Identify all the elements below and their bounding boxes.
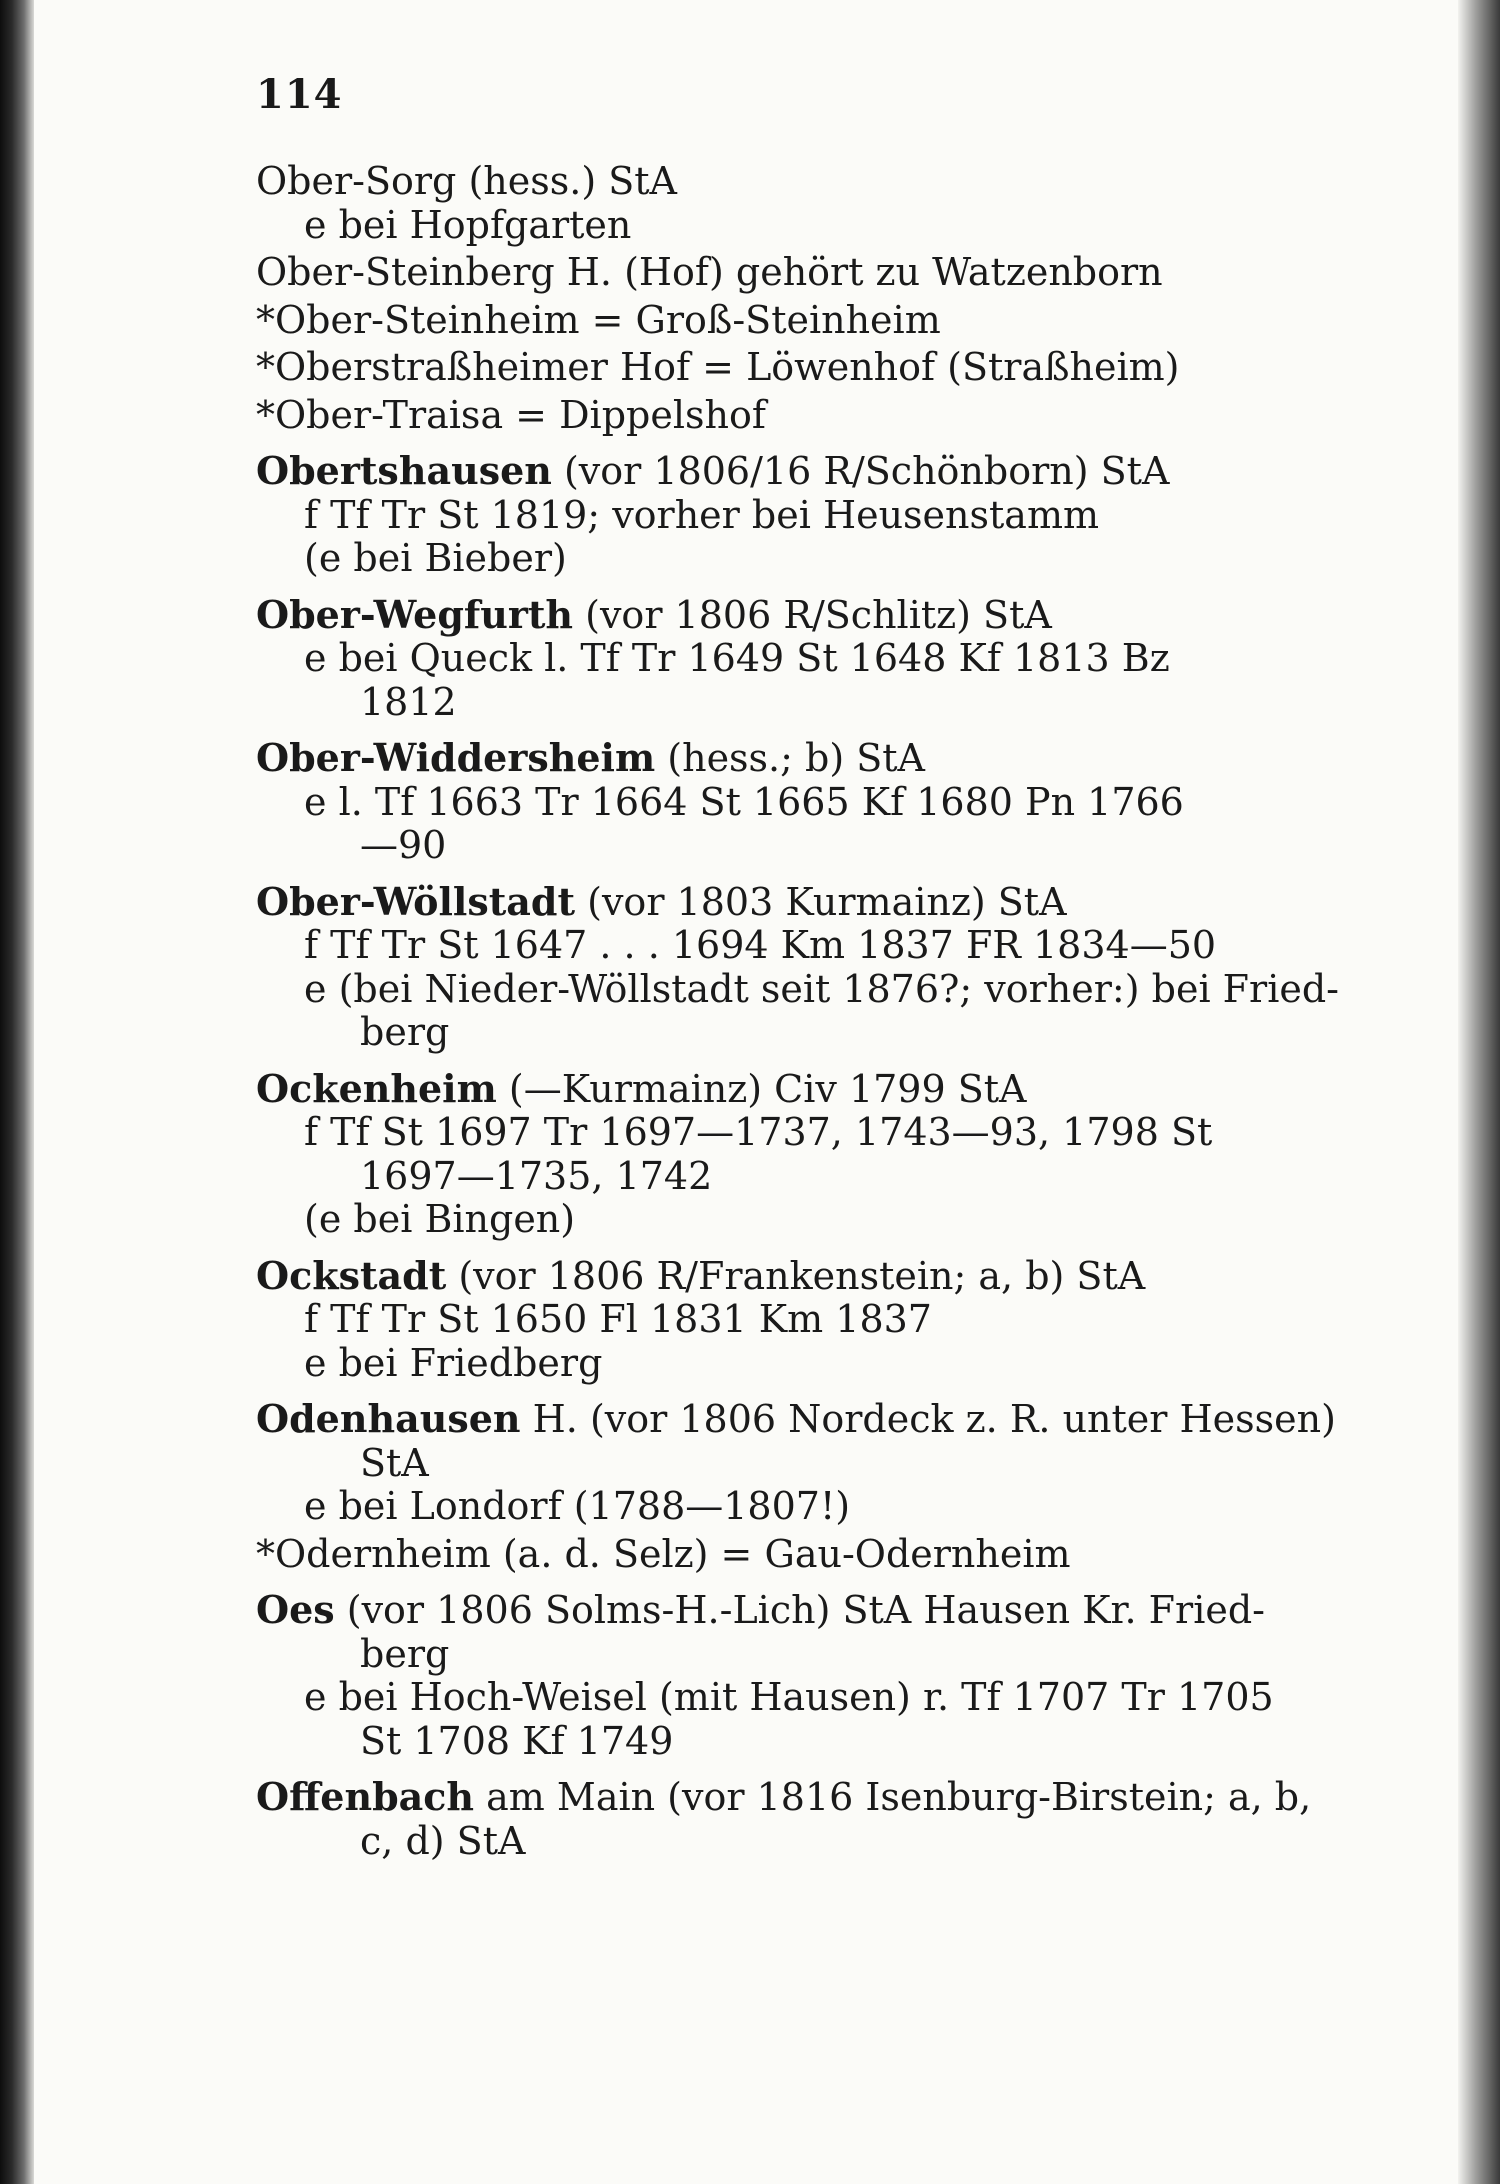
entry-oes <box>256 1588 1336 1763</box>
entry-subline: (e bei Bieber) <box>304 536 567 580</box>
entry-head-line <box>256 1254 1336 1299</box>
entry-reference: *Oberstraßheimer Hof = Löwenhof (Straßheim) <box>256 345 1180 389</box>
entry-subline: e bei Londorf (1788—1807!) <box>304 1484 851 1528</box>
entry-subline-continued: St 1708 Kf 1749 <box>360 1718 674 1763</box>
entry-headword: Ockstadt <box>256 1252 447 1298</box>
entry-head-line <box>256 1775 1336 1820</box>
entry-subline-continued: StA <box>360 1440 429 1485</box>
entry-ober-woellstadt <box>256 878 1340 1055</box>
entry-head-line <box>256 160 1336 204</box>
entry-subline: f Tf Tr St 1650 Fl 1831 Km 1837 <box>304 1297 932 1341</box>
entry-reference: Ober-Steinberg H. (Hof) gehört zu Watzenborn <box>256 250 1163 294</box>
entry-offenbach <box>256 1775 1336 1863</box>
entry-details: H. (vor 1806 Nordeck z. R. unter Hessen) <box>520 1397 1336 1441</box>
entry-headword: Ober-Wöllstadt <box>256 878 576 924</box>
entry-headword: Ockenheim <box>256 1065 497 1111</box>
gazetteer-entries <box>256 159 1340 1863</box>
entry-subline: (e bei Bingen) <box>304 1197 576 1241</box>
entry-subline-continued: 1697—1735, 1742 <box>360 1153 713 1198</box>
entry-subline: e bei Hopfgarten <box>304 202 632 247</box>
entry-reference: *Odernheim (a. d. Selz) = Gau-Odernheim <box>256 1531 1071 1576</box>
entry-details: (vor 1806/16 R/Schönborn) StA <box>551 449 1170 493</box>
entry-subline: f Tf St 1697 Tr 1697—1737, 1743—93, 1798 St <box>304 1110 1213 1154</box>
entry-headword: Obertshausen <box>256 448 552 493</box>
entry-ober-sorg <box>256 160 1336 247</box>
entry-headword: Ober-Sorg <box>256 159 457 203</box>
entry-subline-continued: berg <box>360 1631 450 1676</box>
entry-head-line <box>256 1588 1336 1633</box>
entry-subline: f Tf Tr St 1819; vorher bei Heusenstamm <box>304 492 1100 537</box>
entry-ockstadt <box>256 1254 1336 1386</box>
entry-head-line <box>256 1067 1336 1112</box>
entry-headword: Oes <box>256 1587 335 1632</box>
entry-details: (hess.; b) StA <box>655 736 925 780</box>
entry-subline: e l. Tf 1663 Tr 1664 St 1665 Kf 1680 Pn 1766 <box>304 779 1184 824</box>
entry-subline: e bei Friedberg <box>304 1340 603 1385</box>
entry-subline: f Tf Tr St 1647 . . . 1694 Km 1837 FR 1834—50 <box>304 923 1217 967</box>
entry-odernheim <box>256 1533 1336 1577</box>
entry-ockenheim <box>256 1067 1336 1242</box>
entry-head-line <box>256 593 1336 638</box>
entry-subline-continued: 1812 <box>360 679 457 724</box>
entry-subline-continued: c, d) StA <box>360 1818 526 1863</box>
entry-obertshausen <box>256 449 1336 581</box>
book-gutter-shadow <box>0 0 34 2184</box>
entry-odenhausen <box>256 1397 1336 1529</box>
page-content <box>256 70 1340 1867</box>
entry-headword: Odenhausen <box>256 1396 521 1441</box>
entry-subline-continued: —90 <box>360 823 447 867</box>
entry-headword: Ober-Wegfurth <box>256 591 574 637</box>
entry-head-line <box>256 880 1336 925</box>
entry-head-line <box>256 736 1336 781</box>
entry-head-line <box>256 449 1336 494</box>
entry-ober-widdersheim <box>256 736 1336 868</box>
entry-ober-traisa <box>256 394 1336 438</box>
entry-subline-continued: berg <box>360 1010 450 1054</box>
entry-details: (vor 1806 R/Frankenstein; a, b) StA <box>446 1253 1146 1298</box>
page-number: 114 <box>256 71 343 118</box>
entry-ober-steinberg <box>256 251 1336 295</box>
entry-details: am Main (vor 1816 Isenburg-Birstein; a, b, <box>474 1775 1312 1819</box>
entry-subline: e (bei Nieder-Wöllstadt seit 1876?; vorher:) bei Fried- <box>304 966 1340 1011</box>
entry-details: (hess.) StA <box>456 159 677 203</box>
entry-subline: e bei Queck l. Tf Tr 1649 St 1648 Kf 1813 Bz <box>304 636 1170 680</box>
entry-headword: Offenbach <box>256 1774 475 1819</box>
entry-ober-wegfurth <box>256 593 1336 725</box>
entry-details: (vor 1806 Solms-H.-Lich) StA Hausen Kr. Fried- <box>334 1588 1266 1632</box>
page-edge-shadow <box>1458 0 1500 2184</box>
entry-ober-steinheim <box>256 299 1336 343</box>
entry-details: (—Kurmainz) Civ 1799 StA <box>496 1066 1027 1111</box>
entry-head-line <box>256 1397 1336 1442</box>
entry-oberstrassheimer-hof <box>256 346 1336 390</box>
entry-details: (vor 1806 R/Schlitz) StA <box>573 592 1052 637</box>
entry-subline: e bei Hoch-Weisel (mit Hausen) r. Tf 1707 Tr 1705 <box>304 1675 1274 1719</box>
entry-reference: *Ober-Traisa = Dippelshof <box>256 392 766 437</box>
entry-reference: *Ober-Steinheim = Groß-Steinheim <box>256 297 941 342</box>
entry-headword: Ober-Widdersheim <box>256 735 656 780</box>
entry-details: (vor 1803 Kurmainz) StA <box>575 879 1067 924</box>
